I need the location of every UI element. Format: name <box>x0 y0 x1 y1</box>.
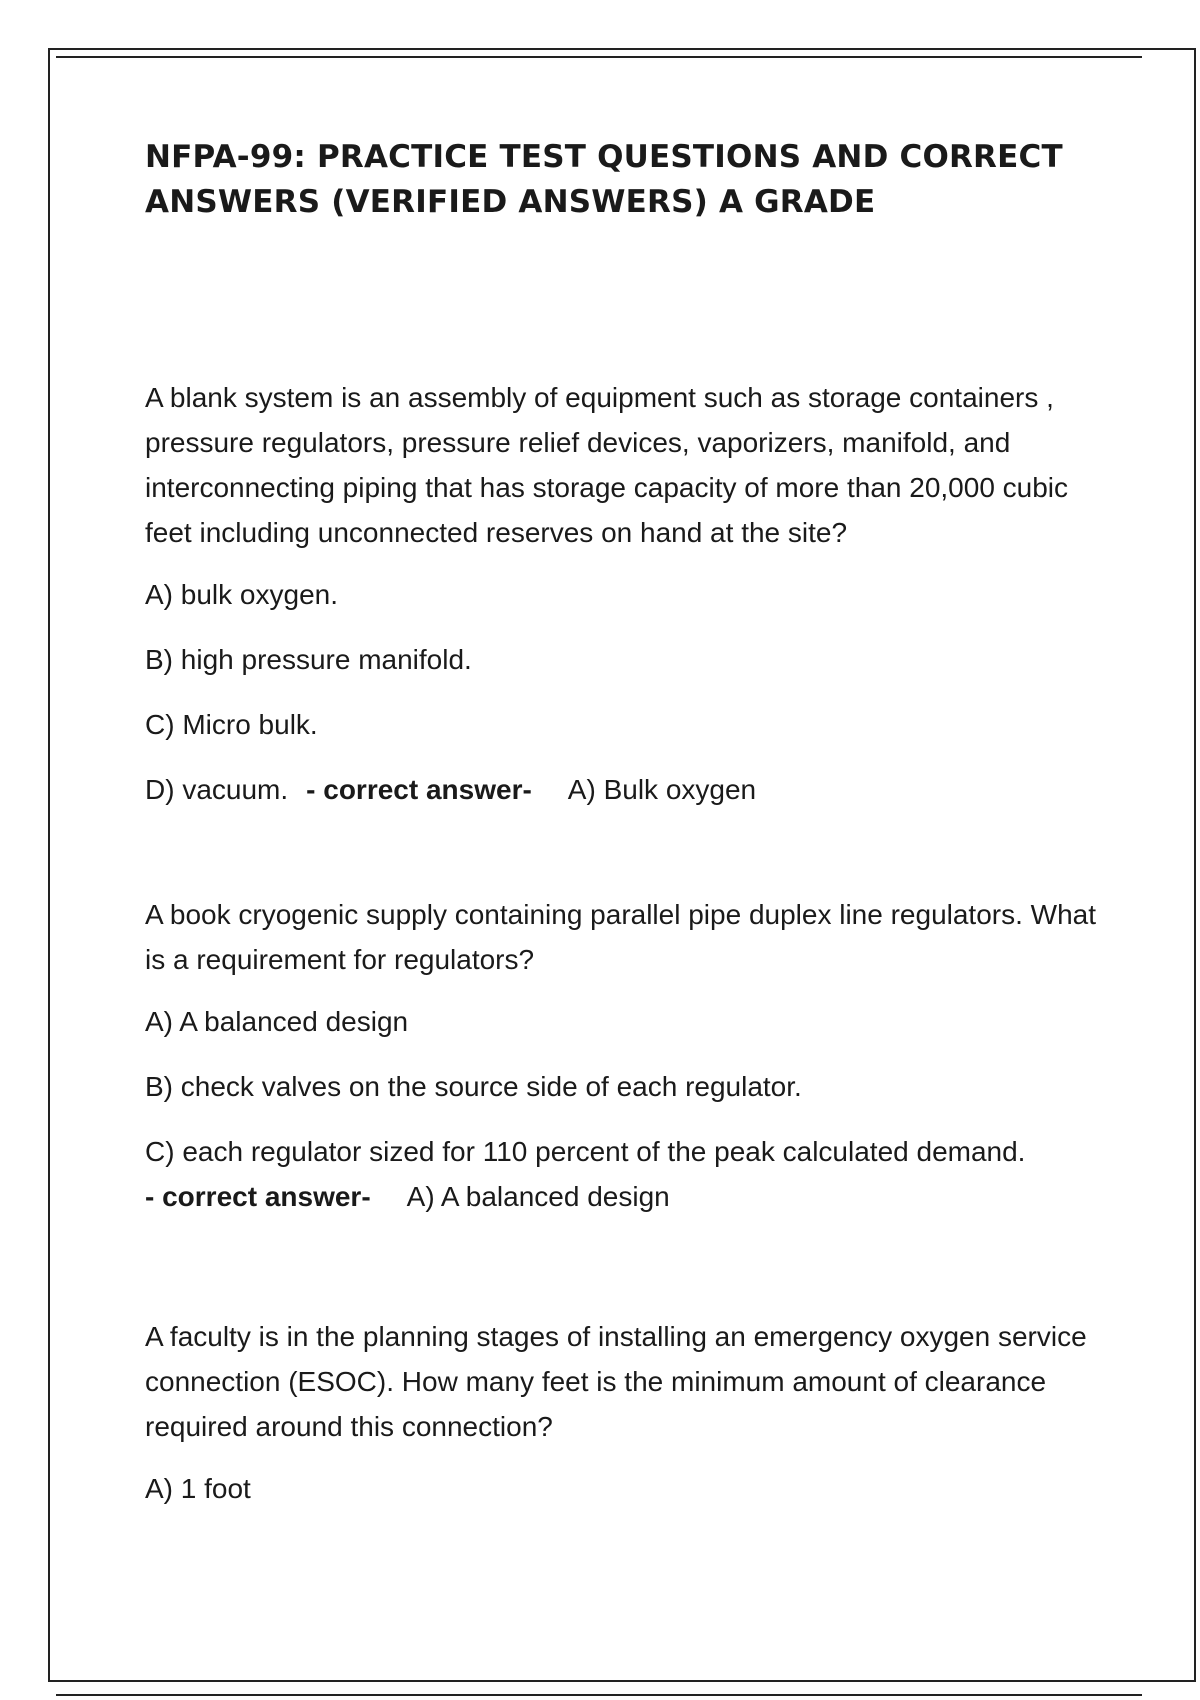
question-3 <box>145 1314 1105 1511</box>
header-rule <box>56 56 1142 58</box>
option-c-with-answer <box>145 1129 1105 1219</box>
option-b: B) high pressure manifold. <box>145 644 472 675</box>
option-a: A) 1 foot <box>145 1473 251 1504</box>
correct-answer-label: - correct answer- <box>306 774 532 805</box>
option-c: C) each regulator sized for 110 percent of the peak calculated demand. <box>145 1136 1026 1167</box>
document-body <box>145 135 1105 1531</box>
option-c: C) Micro bulk. <box>145 709 318 740</box>
question-text: A faculty is in the planning stages of installing an emergency oxygen service connection (ESOC). How many feet is the minimum amount of clearance required around this connection? <box>145 1321 1087 1442</box>
question-1 <box>145 375 1105 812</box>
correct-answer-value: A) A balanced design <box>406 1181 670 1212</box>
option-d-with-answer <box>145 767 1105 812</box>
question-text: A book cryogenic supply containing parallel pipe duplex line regulators. What is a requirement for regulators? <box>145 899 1097 975</box>
option-d: D) vacuum. <box>145 774 289 805</box>
option-a: A) A balanced design <box>145 1006 409 1037</box>
option-a: A) bulk oxygen. <box>145 579 338 610</box>
document-title: NFPA-99: PRACTICE TEST QUESTIONS AND CORRECT ANSWERS (VERIFIED ANSWERS) A GRADE <box>145 139 1063 220</box>
question-2 <box>145 892 1105 1219</box>
question-text: A blank system is an assembly of equipment such as storage containers , pressure regulators, pressure relief devices, vaporizers, manifold, and interconnecting piping that has storage capacity of more than 20,000 cubic feet including unconnected reserves on hand at the site? <box>145 382 1069 548</box>
correct-answer-label: - correct answer- <box>145 1181 371 1212</box>
option-b: B) check valves on the source side of each regulator. <box>145 1071 802 1102</box>
footer-rule <box>56 1694 1142 1696</box>
correct-answer-value: A) Bulk oxygen <box>567 774 757 805</box>
